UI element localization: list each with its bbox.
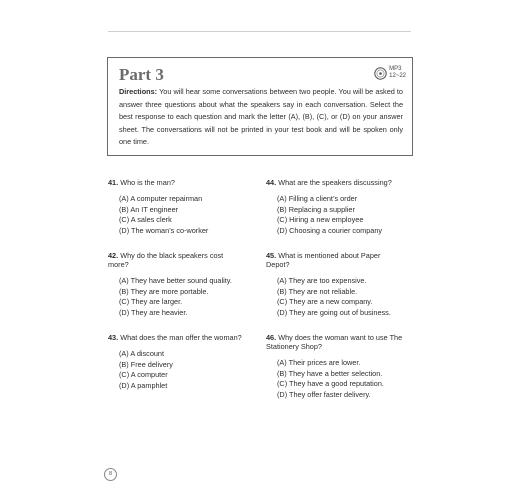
directions-label: Directions: — [119, 87, 158, 96]
question-44 — [266, 178, 416, 236]
option-a: (A) A discount — [119, 349, 165, 358]
page-number: 8 — [104, 468, 117, 481]
option-c: (C) They are a new company. — [277, 297, 373, 307]
option-c: (C) A computer — [119, 370, 168, 380]
question-number: 42. — [108, 251, 119, 260]
mp3-tracks: 12~22 — [389, 73, 406, 79]
option-d: (D) Choosing a courier company — [277, 225, 383, 235]
directions-box — [107, 57, 413, 156]
option-d: (D) They are heavier. — [119, 307, 188, 317]
option-list — [277, 276, 391, 318]
mp3-label: MP3 — [389, 66, 402, 72]
option-a: (A) Their prices are lower. — [277, 358, 361, 367]
question-number: 43. — [108, 333, 119, 342]
option-a: (A) They are too expensive. — [277, 276, 367, 285]
option-list — [277, 194, 416, 236]
option-b: (B) They have a better selection. — [277, 368, 383, 378]
question-text: Who is the man? — [120, 178, 175, 187]
cd-icon — [374, 67, 387, 80]
option-a: (A) A computer repairman — [119, 194, 203, 203]
option-b: (B) An IT engineer — [119, 204, 179, 214]
option-list — [277, 358, 416, 400]
option-b: (B) They are more portable. — [119, 286, 209, 296]
option-list — [119, 276, 244, 318]
question-text: What is mentioned about Paper Depot? — [266, 251, 381, 269]
mp3-badge — [374, 66, 406, 80]
option-d: (D) They offer faster delivery. — [277, 389, 371, 399]
mp3-text — [389, 66, 406, 80]
top-rule — [108, 31, 411, 32]
option-a: (A) They have better sound quality. — [119, 276, 232, 285]
question-41 — [108, 178, 258, 236]
option-b: (B) They are not reliable. — [277, 286, 358, 296]
option-b: (B) Replacing a supplier — [277, 204, 355, 214]
option-c: (C) They have a good reputation. — [277, 379, 384, 389]
question-number: 45. — [266, 251, 277, 260]
question-text: What does the man offer the woman? — [120, 333, 242, 342]
option-list — [119, 349, 258, 391]
question-43 — [108, 333, 258, 391]
option-list — [119, 194, 258, 236]
option-b: (B) Free delivery — [119, 359, 173, 369]
directions-text — [119, 86, 403, 149]
question-45 — [266, 251, 391, 318]
question-number: 44. — [266, 178, 277, 187]
question-number: 41. — [108, 178, 119, 187]
question-text: Why does the woman want to use The Stationery Shop? — [266, 333, 403, 351]
option-c: (C) A sales clerk — [119, 215, 172, 225]
question-46 — [266, 333, 416, 400]
option-c: (C) Hiring a new employee — [277, 215, 364, 225]
option-d: (D) A pamphlet — [119, 380, 168, 390]
directions-body: You will hear some conversations between two people. You will be asked to answer three questions about what the speakers say in each conversation. Select the best response to each question and mark the letter (A), (B), (C), or (D) on your answer sheet. The conversations will not be printed in your test book and will be spoken only one time. — [119, 87, 403, 147]
question-text: What are the speakers discussing? — [278, 178, 392, 187]
question-text: Why do the black speakers cost more? — [108, 251, 224, 269]
option-d: (D) They are going out of business. — [277, 307, 391, 317]
part-title: Part 3 — [119, 65, 164, 84]
option-a: (A) Filling a client’s order — [277, 194, 358, 203]
option-c: (C) They are larger. — [119, 297, 183, 307]
option-d: (D) The woman’s co-worker — [119, 225, 209, 235]
question-42 — [108, 251, 244, 318]
question-number: 46. — [266, 333, 277, 342]
